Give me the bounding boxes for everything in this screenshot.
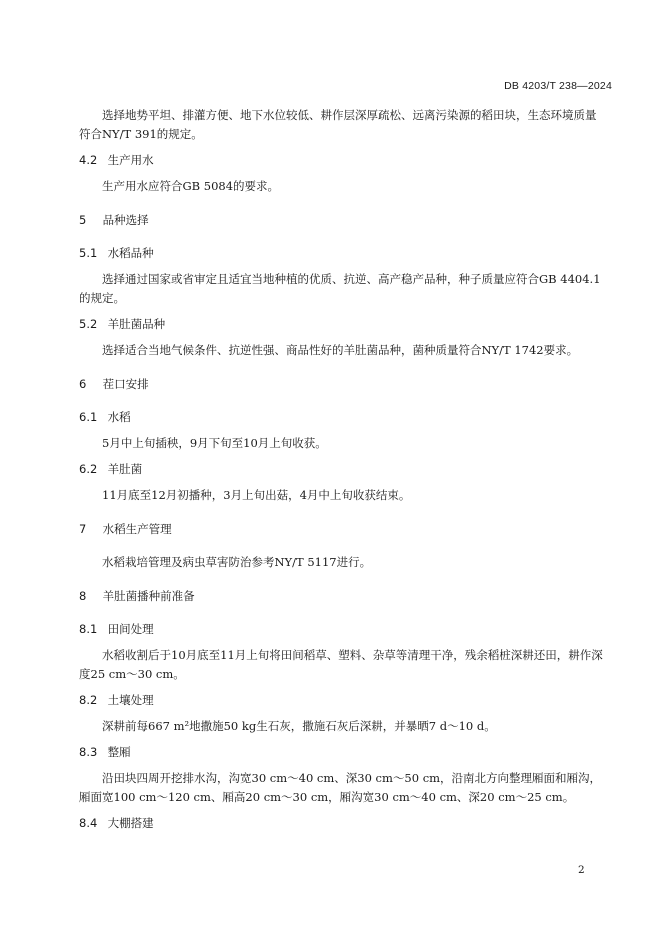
heading-4-2: 4.2 生产用水 bbox=[79, 153, 154, 167]
heading-8: 8 羊肚菌播种前准备 bbox=[79, 589, 195, 603]
paragraph-rice-variety: 选择通过国家或省审定且适宜当地种植的优质、抗逆、高产稳产品种，种子质量应符合GB 4404.1的规定。 bbox=[79, 272, 601, 305]
heading-5: 5 品种选择 bbox=[79, 213, 149, 227]
paragraph-production-water: 生产用水应符合GB 5084的要求。 bbox=[102, 179, 280, 193]
heading-8-2: 8.2 土壤处理 bbox=[79, 693, 154, 707]
heading-6: 6 茬口安排 bbox=[79, 377, 149, 391]
paragraph-morel-schedule: 11月底至12月初播种，3月上旬出菇，4月中上旬收获结束。 bbox=[102, 488, 411, 502]
heading-8-3: 8.3 整厢 bbox=[79, 745, 131, 759]
paragraph-soil-treatment: 深耕前每667 m²地撒施50 kg生石灰，撒施石灰后深耕，并暴晒7 d～10 d。 bbox=[102, 719, 496, 733]
heading-6-2: 6.2 羊肚菌 bbox=[79, 462, 143, 476]
heading-8-1: 8.1 田间处理 bbox=[79, 622, 154, 636]
paragraph-bed-preparation: 沿田块四周开挖排水沟，沟宽30 cm～40 cm、深30 cm～50 cm，沿南北方向整理厢面和厢沟，厢面宽100 cm～120 cm、厢高20 cm～30 cm，厢沟宽30 cm～40 cm、深20 cm～25 cm。 bbox=[79, 771, 602, 804]
heading-6-1: 6.1 水稻 bbox=[79, 410, 131, 424]
heading-7: 7 水稻生产管理 bbox=[79, 522, 172, 536]
paragraph-field-treatment: 水稻收割后于10月底至11月上旬将田间稻草、塑料、杂草等清理干净，残余稻桩深耕还田，耕作深度25 cm～30 cm。 bbox=[79, 648, 603, 681]
paragraph-site-selection: 选择地势平坦、排灌方便、地下水位较低、耕作层深厚疏松、远离污染源的稻田块，生态环境质量符合NY/T 391的规定。 bbox=[79, 108, 597, 141]
heading-8-4: 8.4 大棚搭建 bbox=[79, 816, 154, 830]
paragraph-rice-schedule: 5月中上旬插秧，9月下旬至10月上旬收获。 bbox=[102, 436, 327, 450]
heading-5-1: 5.1 水稻品种 bbox=[79, 246, 154, 260]
paragraph-morel-variety: 选择适合当地气候条件、抗逆性强、商品性好的羊肚菌品种，菌种质量符合NY/T 1742要求。 bbox=[102, 343, 579, 357]
document-code: DB 4203/T 238—2024 bbox=[504, 80, 612, 92]
paragraph-rice-management: 水稻栽培管理及病虫草害防治参考NY/T 5117进行。 bbox=[102, 555, 372, 569]
document-body bbox=[79, 106, 603, 833]
heading-5-2: 5.2 羊肚菌品种 bbox=[79, 317, 166, 331]
page-number: 2 bbox=[578, 864, 585, 876]
